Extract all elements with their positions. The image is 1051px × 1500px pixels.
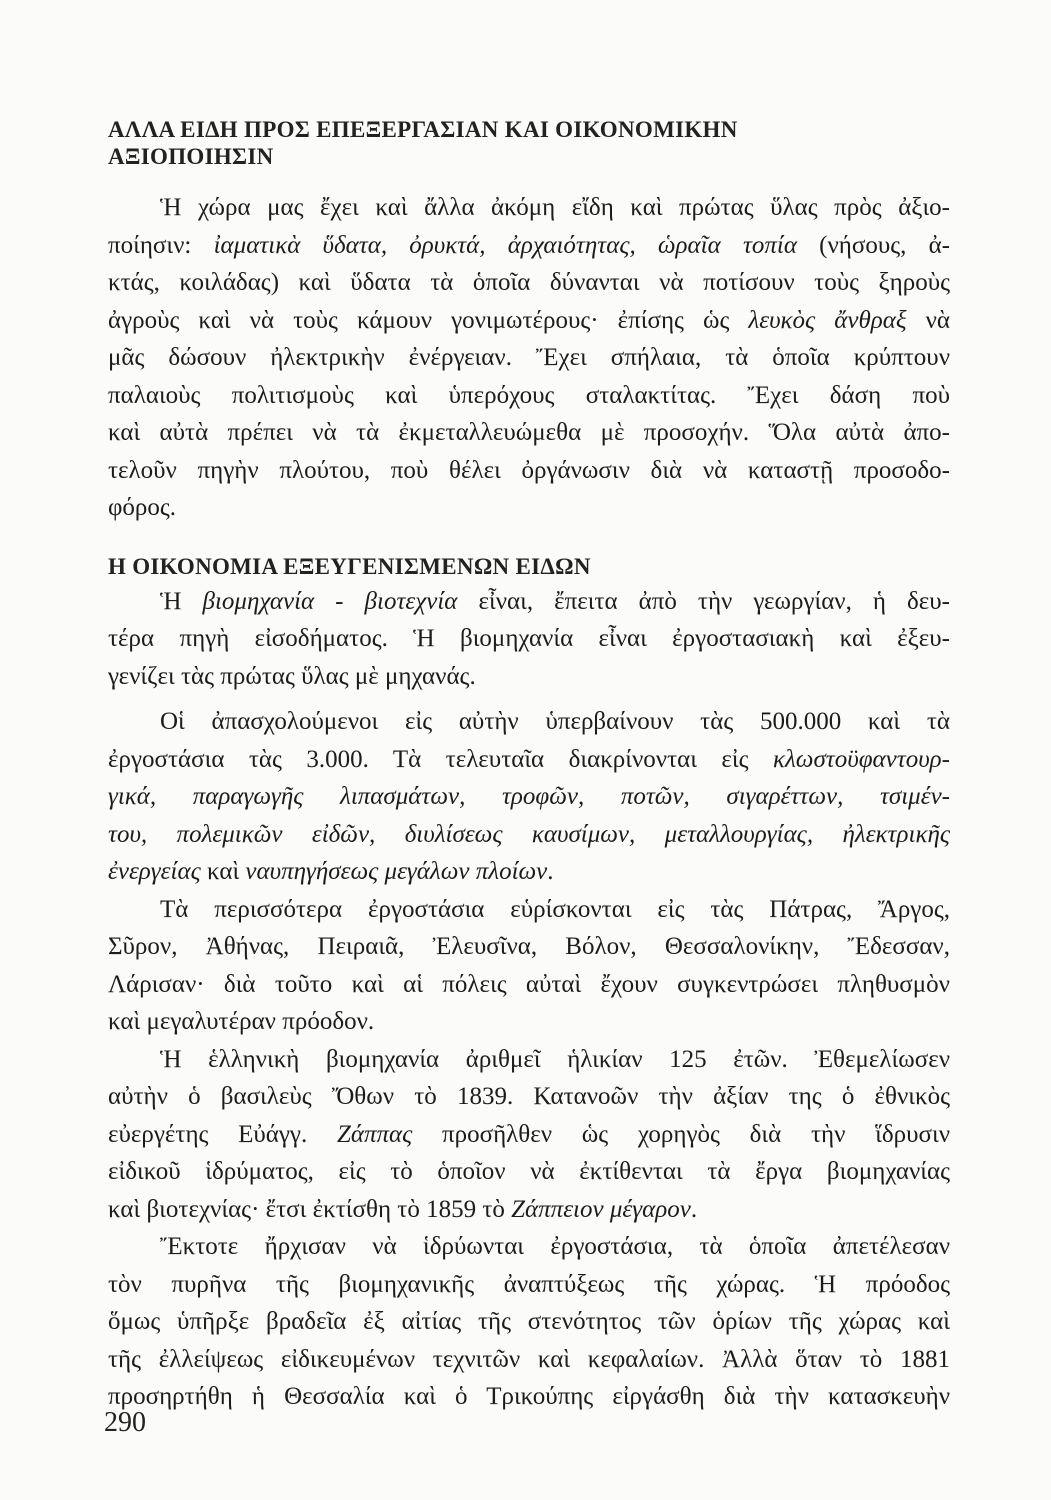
text-line	[108, 189, 950, 227]
text-run: .	[547, 858, 554, 885]
text-run: προσῆλθεν ὡς χορηγὸς διὰ τὴν ἵδρυσιν	[412, 1120, 950, 1148]
text-line	[108, 1191, 950, 1229]
text-run: εἰδικοῦ ἱδρύματος, εἰς τὸ ὁποῖον νὰ ἐκτίθενται τὰ ἔργα βιομηχανίας	[108, 1158, 950, 1185]
text-line	[108, 816, 950, 854]
text-run: φόρος.	[108, 494, 177, 521]
heading-line	[108, 143, 950, 170]
text-run: καὶ	[200, 858, 246, 885]
paragraph	[108, 703, 950, 891]
text-run: προσηρτήθη ἡ Θεσσαλία καὶ ὁ Τρικούπης εἰργάσθη διὰ τὴν κατασκευὴν	[108, 1383, 950, 1410]
text-line	[108, 741, 950, 779]
text-run: καὶ μεγαλυτέραν πρόοδον.	[108, 1008, 375, 1035]
text-line	[108, 891, 950, 929]
paragraph	[108, 1041, 950, 1229]
text-line	[108, 778, 950, 816]
text-run: ΑΞΙΟΠΟΙΗΣΙΝ	[108, 144, 274, 169]
italic-text: γικά, παραγωγῆς λιπασμάτων, τροφῶν, ποτῶν, σιγαρέττων, τσιμέν-	[108, 783, 950, 810]
text-line	[108, 583, 950, 621]
text-run: τὸν πυρῆνα τῆς βιομηχανικῆς ἀναπτύξεως τῆς χώρας. Ἡ πρόοδος	[108, 1270, 950, 1298]
text-run: νὰ	[906, 306, 951, 334]
text-run: ὅμως ὑπῆρξε βραδεῖα ἐξ αἰτίας τῆς στενότητος τῶν ὁρίων τῆς χώρας καὶ	[108, 1308, 950, 1335]
text-run: ἐργοστάσια τὰς 3.000. Τὰ τελευταῖα διακρίνονται εἰς	[108, 745, 773, 773]
text-run: αὐτὴν ὁ βασιλεὺς Ὄθων τὸ 1839. Κατανοῶν τὴν ἀξίαν της ὁ ἐθνικὸς	[108, 1083, 950, 1110]
italic-text: του, πολεμικῶν εἰδῶν, διυλίσεως καυσίμων, μεταλλουργίας, ἠλεκτρικῆς	[108, 820, 950, 848]
text-run: γενίζει τὰς πρώτας ὕλας μὲ μηχανάς.	[108, 662, 476, 690]
text-line	[108, 1266, 950, 1304]
text-run: ποίησιν:	[108, 231, 214, 259]
text-line	[108, 1228, 950, 1266]
text-run: ΑΛΛΑ ΕΙΔΗ ΠΡΟΣ ΕΠΕΞΕΡΓΑΣΙΑΝ ΚΑΙ ΟΙΚΟΝΟΜΙΚΗΝ	[108, 117, 738, 142]
italic-text: βιομηχανία - βιοτεχνία	[202, 587, 458, 615]
italic-text: λευκὸς ἄνθραξ	[748, 306, 907, 334]
page-body	[108, 116, 950, 1416]
text-run: τῆς ἐλλείψεως εἰδικευμένων τεχνιτῶν καὶ κεφαλαίων. Ἀλλὰ ὅταν τὸ 1881	[108, 1345, 950, 1373]
text-run: εἶναι, ἔπειτα ἀπὸ τὴν γεωργίαν, ἡ δευ-	[457, 587, 951, 615]
text-run: ἀγροὺς καὶ νὰ τοὺς κάμουν γονιμωτέρους· ἐπίσης ὡς	[108, 306, 749, 334]
italic-text: κλωστοϋφαντουρ-	[772, 745, 950, 773]
section-heading	[108, 553, 950, 580]
text-line	[108, 1078, 950, 1116]
text-line	[108, 620, 950, 658]
text-run: καὶ βιοτεχνίας· ἔτσι ἐκτίσθη τὸ 1859 τὸ	[108, 1195, 512, 1223]
text-line	[108, 339, 950, 377]
paragraph	[108, 189, 950, 527]
paragraph	[108, 1228, 950, 1416]
text-run: (νήσους, ἀ-	[796, 231, 950, 259]
text-line	[108, 1003, 950, 1041]
text-run: Οἱ ἀπασχολούμενοι εἰς αὐτὴν ὑπερβαίνουν τὰς 500.000 καὶ τὰ	[160, 708, 950, 735]
text-run: εὐεργέτης Εὐάγγ.	[108, 1120, 337, 1148]
heading-line	[108, 116, 950, 143]
text-run: κτάς, κοιλάδας) καὶ ὕδατα τὰ ὁποῖα δύνανται νὰ ποτίσουν τοὺς ξηροὺς	[108, 269, 950, 296]
text-line	[108, 302, 950, 340]
text-line	[108, 1041, 950, 1079]
section-heading	[108, 116, 950, 170]
page-number: 290	[104, 1407, 146, 1438]
text-line	[108, 414, 950, 452]
text-run: τελοῦν πηγὴν πλούτου, ποὺ θέλει ὀργάνωσιν διὰ νὰ καταστῇ προσοδο-	[108, 456, 950, 484]
text-run: τέρα πηγὴ εἰσοδήματος. Ἡ βιομηχανία εἶναι ἐργοστασιακὴ καὶ ἐξευ-	[108, 625, 950, 652]
text-line	[108, 966, 950, 1004]
text-run: Ἔκτοτε ἤρχισαν νὰ ἱδρύωνται ἐργοστάσια, τὰ ὁποῖα ἀπετέλεσαν	[160, 1233, 950, 1260]
text-line	[108, 1303, 950, 1341]
text-line	[108, 377, 950, 415]
text-run: Σῦρον, Ἀθήνας, Πειραιᾶ, Ἐλευσῖνα, Βόλον, Θεσσαλονίκην, Ἔδεσσαν,	[108, 933, 950, 960]
text-run: Ἡ χώρα μας ἔχει καὶ ἄλλα ἀκόμη εἴδη καὶ πρώτας ὕλας πρὸς ἀξιο-	[160, 194, 950, 221]
italic-text: ἰαματικὰ ὕδατα, ὀρυκτά, ἀρχαιότητας, ὡραῖα τοπία	[213, 231, 797, 259]
text-line	[108, 1378, 950, 1416]
text-run: Ἡ ἑλληνικὴ βιομηχανία ἀριθμεῖ ἡλικίαν 125 ἐτῶν. Ἐθεμελίωσεν	[160, 1045, 950, 1073]
text-line	[108, 1341, 950, 1379]
text-run: καὶ αὐτὰ πρέπει νὰ τὰ ἐκμεταλλευώμεθα μὲ προσοχήν. Ὅλα αὐτὰ ἀπο-	[108, 419, 950, 446]
text-run: μᾶς δώσουν ἠλεκτρικὴν ἐνέργειαν. Ἔχει σπήλαια, τὰ ὁποῖα κρύπτουν	[108, 344, 950, 371]
text-run: Λάρισαν· διὰ τοῦτο καὶ αἱ πόλεις αὐταὶ ἔχουν συγκεντρώσει πληθυσμὸν	[108, 970, 950, 998]
text-line	[108, 1153, 950, 1191]
text-run: .	[690, 1195, 698, 1223]
paragraph	[108, 583, 950, 696]
text-line	[108, 452, 950, 490]
text-line	[108, 658, 950, 696]
text-line	[108, 853, 950, 891]
text-run: παλαιοὺς πολιτισμοὺς καὶ ὑπερόχους σταλακτίτας. Ἔχει δάση ποὺ	[108, 381, 950, 409]
text-line	[108, 1116, 950, 1154]
text-run: Ἡ	[160, 587, 203, 615]
text-run: Τὰ περισσότερα ἐργοστάσια εὑρίσκονται εἰς τὰς Πάτρας, Ἄργος,	[160, 895, 950, 923]
italic-text: Ζάππας	[336, 1120, 413, 1148]
heading-line	[108, 553, 950, 580]
italic-text: ναυπηγήσεως μεγάλων πλοίων	[245, 858, 548, 885]
text-line	[108, 264, 950, 302]
italic-text: ἐνεργείας	[108, 858, 201, 885]
text-line	[108, 489, 950, 527]
text-line	[108, 928, 950, 966]
paragraph	[108, 891, 950, 1041]
text-line	[108, 703, 950, 741]
text-run: Η ΟΙΚΟΝΟΜΙΑ ΕΞΕΥΓΕΝΙΣΜΕΝΩΝ ΕΙΔΩΝ	[108, 553, 591, 579]
italic-text: Ζάππειον μέγαρον	[511, 1195, 691, 1223]
text-line	[108, 227, 950, 265]
